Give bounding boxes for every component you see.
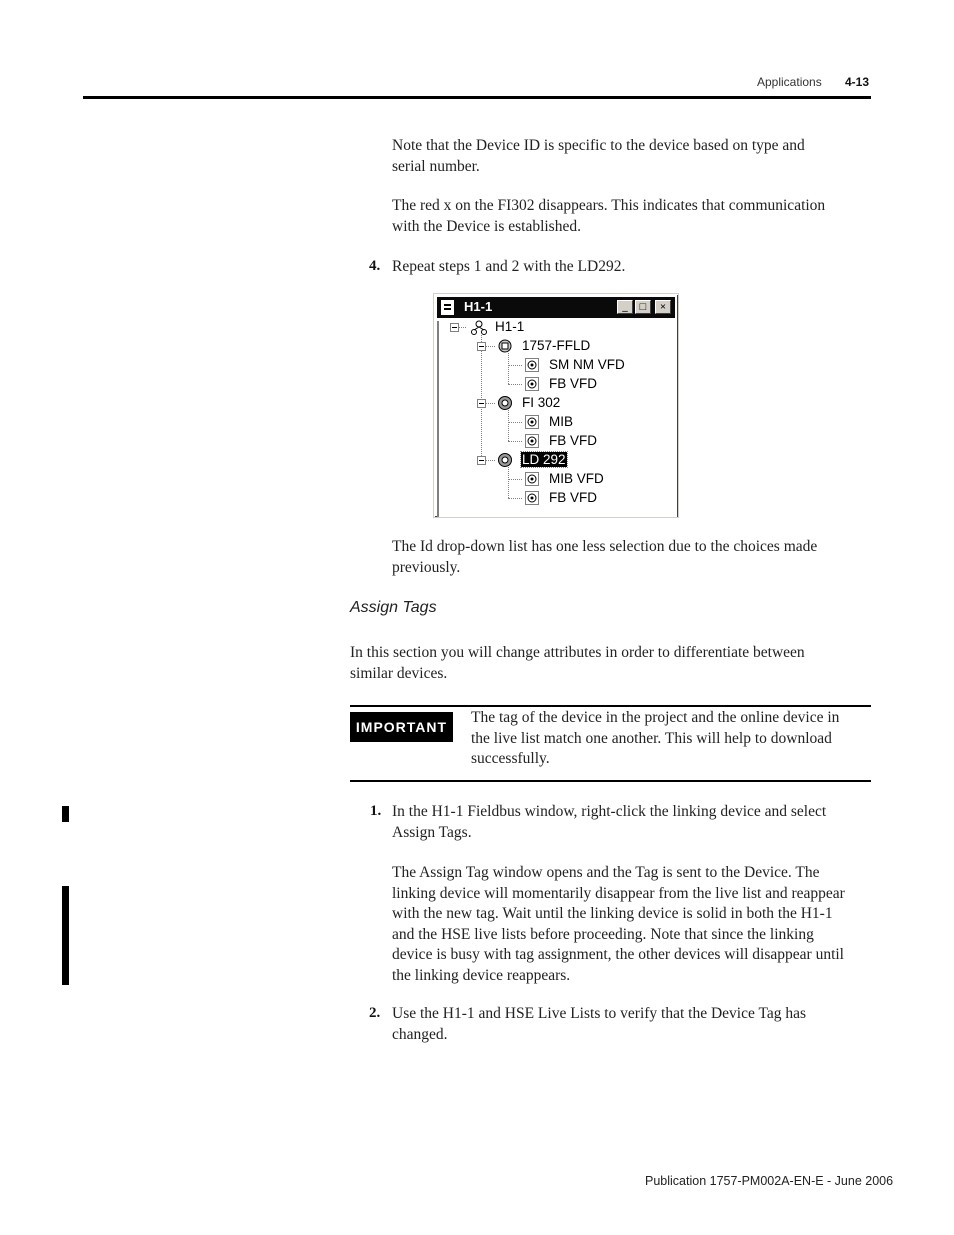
collapse-toggle[interactable]	[477, 456, 486, 465]
collapse-toggle[interactable]	[477, 399, 486, 408]
section-heading: Assign Tags	[350, 599, 437, 616]
section-intro: In this section you will change attributes in order to differentiate between similar devices.	[350, 644, 805, 682]
fieldbus-tree: H1-1 1757-FFLD SM NM VFD FB VFD FI 302 MIB FB VFD LD 292 MIB VFD FB VFD	[437, 321, 677, 517]
step-4-text: Repeat steps 1 and 2 with the LD292.	[392, 258, 626, 275]
function-block-icon	[524, 414, 540, 430]
step-2-text: Use the H1-1 and HSE Live Lists to verify that the Device Tag has changed.	[392, 1005, 807, 1043]
function-block-icon	[524, 433, 540, 449]
tree-line	[508, 384, 522, 385]
tree-line	[508, 467, 509, 498]
step-2-number: 2.	[369, 1005, 381, 1021]
dropdown-note: The Id drop-down list has one less selection due to the choices made previously.	[392, 538, 818, 576]
tree-line	[508, 498, 522, 499]
function-block-icon	[524, 357, 540, 373]
function-block-icon	[524, 490, 540, 506]
important-label: IMPORTANT	[350, 712, 453, 742]
function-block-icon	[524, 471, 540, 487]
intro-paragraph-2: The red x on the FI302 disappears. This indicates that communication with the Device is established.	[392, 197, 826, 235]
running-header-section: Applications	[757, 75, 822, 89]
collapse-toggle[interactable]	[477, 342, 486, 351]
h1-1-window	[433, 293, 679, 518]
window-title: H1-1	[464, 299, 493, 314]
maximize-button[interactable]: □	[635, 300, 651, 314]
important-text: The tag of the device in the project and the online device in the live list match one another. This will help to download successfully.	[471, 709, 840, 767]
header-rule	[83, 96, 871, 99]
close-button[interactable]: ×	[655, 300, 671, 314]
step-1-detail: The Assign Tag window opens and the Tag is sent to the Device. The linking device will momentarily disappear from the live list and reappear with the new tag. Wait until the linking device is solid in both the H1-1 and the HSE live lists before proceeding. Note that since the linking device is busy with tag assignment, the other devices will disappear until the linking device reappears.	[392, 864, 845, 984]
tree-line	[508, 422, 522, 423]
network-icon	[471, 320, 487, 336]
important-top-rule	[350, 705, 871, 707]
important-bottom-rule	[350, 780, 871, 782]
document-icon	[441, 300, 454, 315]
window-titlebar[interactable]	[437, 297, 675, 318]
intro-paragraph-1: Note that the Device ID is specific to the device based on type and serial number.	[392, 137, 805, 175]
tree-line	[508, 365, 522, 366]
tree-line	[508, 441, 522, 442]
field-device-icon	[497, 452, 513, 468]
collapse-toggle[interactable]	[450, 323, 459, 332]
step-4-number: 4.	[369, 258, 381, 274]
minimize-button[interactable]: _	[617, 300, 633, 314]
linking-device-icon	[497, 338, 513, 354]
tree-line	[508, 353, 509, 384]
tree-line	[508, 479, 522, 480]
publication-footer: Publication 1757-PM002A-EN-E - June 2006	[645, 1174, 894, 1188]
field-device-icon	[497, 395, 513, 411]
step-1-text: In the H1-1 Fieldbus window, right-click the linking device and select Assign Tags.	[392, 803, 827, 841]
page-number: 4-13	[845, 75, 870, 89]
tree-line	[508, 410, 509, 441]
function-block-icon	[524, 376, 540, 392]
change-bar	[62, 886, 69, 985]
change-bar	[62, 806, 69, 822]
step-1-number: 1.	[370, 803, 382, 819]
